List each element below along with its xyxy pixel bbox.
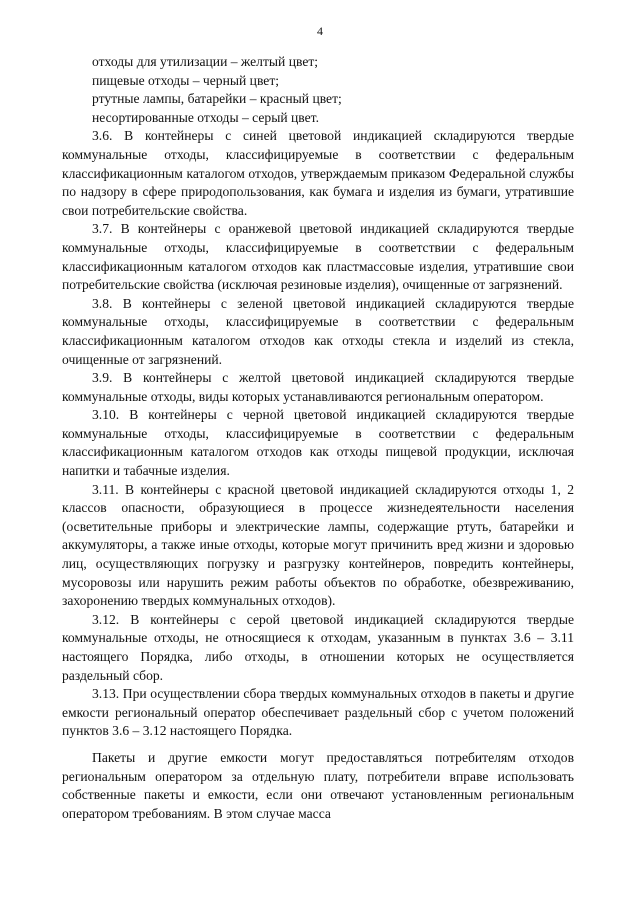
paragraph-3-10: 3.10. В контейнеры с черной цветовой индикацией складируются твердые коммунальные отходы, классифицируемые в соответствии с федеральным классификационным каталогом отходов как отходы пищевой продукции, исключая напитки и табачные изделия. <box>62 407 574 479</box>
paragraph-packages: Пакеты и другие емкости могут предоставляться потребителям отходов региональным оператором за отдельную плату, потребители вправе использовать собственные пакеты и емкости, если они отвечают установленным региональным оператором требованиям. В этом случае масса <box>62 749 574 821</box>
paragraph-3-9: 3.9. В контейнеры с желтой цветовой индикацией складируются твердые коммунальные отходы, виды которых устанавливаются региональным оператором. <box>62 370 574 404</box>
paragraph-3-13: 3.13. При осуществлении сбора твердых коммунальных отходов в пакеты и другие емкости региональный оператор обеспечивает раздельный сбор с учетом положений пунктов 3.6 – 3.12 настоящего Порядка. <box>62 686 574 739</box>
paragraph-3-8: 3.8. В контейнеры с зеленой цветовой индикацией складируются твердые коммунальные отходы, классифицируемые в соответствии с федеральным классификационным каталогом отходов как отходы стекла и изделий из стекла, очищенные от загрязнений. <box>62 295 574 367</box>
document-body <box>62 53 574 823</box>
paragraph-spacer <box>62 741 574 749</box>
color-list-item: отходы для утилизации – желтый цвет; <box>92 54 319 69</box>
paragraph-3-6: 3.6. В контейнеры с синей цветовой индикацией складируются твердые коммунальные отходы, классифицируемые в соответствии с федеральным классификационным каталогом отходов, утверждаемым приказом Федеральной службы по надзору в сфере природопользования, как бумага и изделия из бумаги, утратившие свои потребительские свойства. <box>62 128 574 218</box>
paragraph-3-11: 3.11. В контейнеры с красной цветовой индикацией складируются отходы 1, 2 классов опасности, образующиеся в процессе жизнедеятельности населения (осветительные приборы и электрические лампы, содержащие ртуть, батарейки и аккумуляторы, а также иные отходы, которые могут причинить вред жизни и здоровью лиц, осуществляющих погрузку и разгрузку контейнеров, повредить контейнеры, мусоровозы или нарушить режим работы объектов по обработке, обезвреживанию, захоронению твердых коммунальных отходов). <box>62 481 574 609</box>
color-list-item: несортированные отходы – серый цвет. <box>92 109 319 125</box>
paragraph-3-7: 3.7. В контейнеры с оранжевой цветовой индикацией складируются твердые коммунальные отходы, классифицируемые в соответствии с федеральным классификационным каталогом отходов как пластмассовые изделия, утратившие свои потребительские свойства (исключая резиновые изделия), очищенные от загрязнений. <box>62 221 574 293</box>
color-list-item: пищевые отходы – черный цвет; <box>92 72 280 88</box>
paragraph-3-12: 3.12. В контейнеры с серой цветовой индикацией складируются твердые коммунальные отходы, не относящиеся к отходам, указанным в пунктах 3.6 – 3.11 настоящего Порядка, либо отходы, в отношении которых не осуществляется раздельный сбор. <box>62 611 574 683</box>
color-list-item: ртутные лампы, батарейки – красный цвет; <box>92 91 342 107</box>
page-number: 4 <box>317 24 323 38</box>
